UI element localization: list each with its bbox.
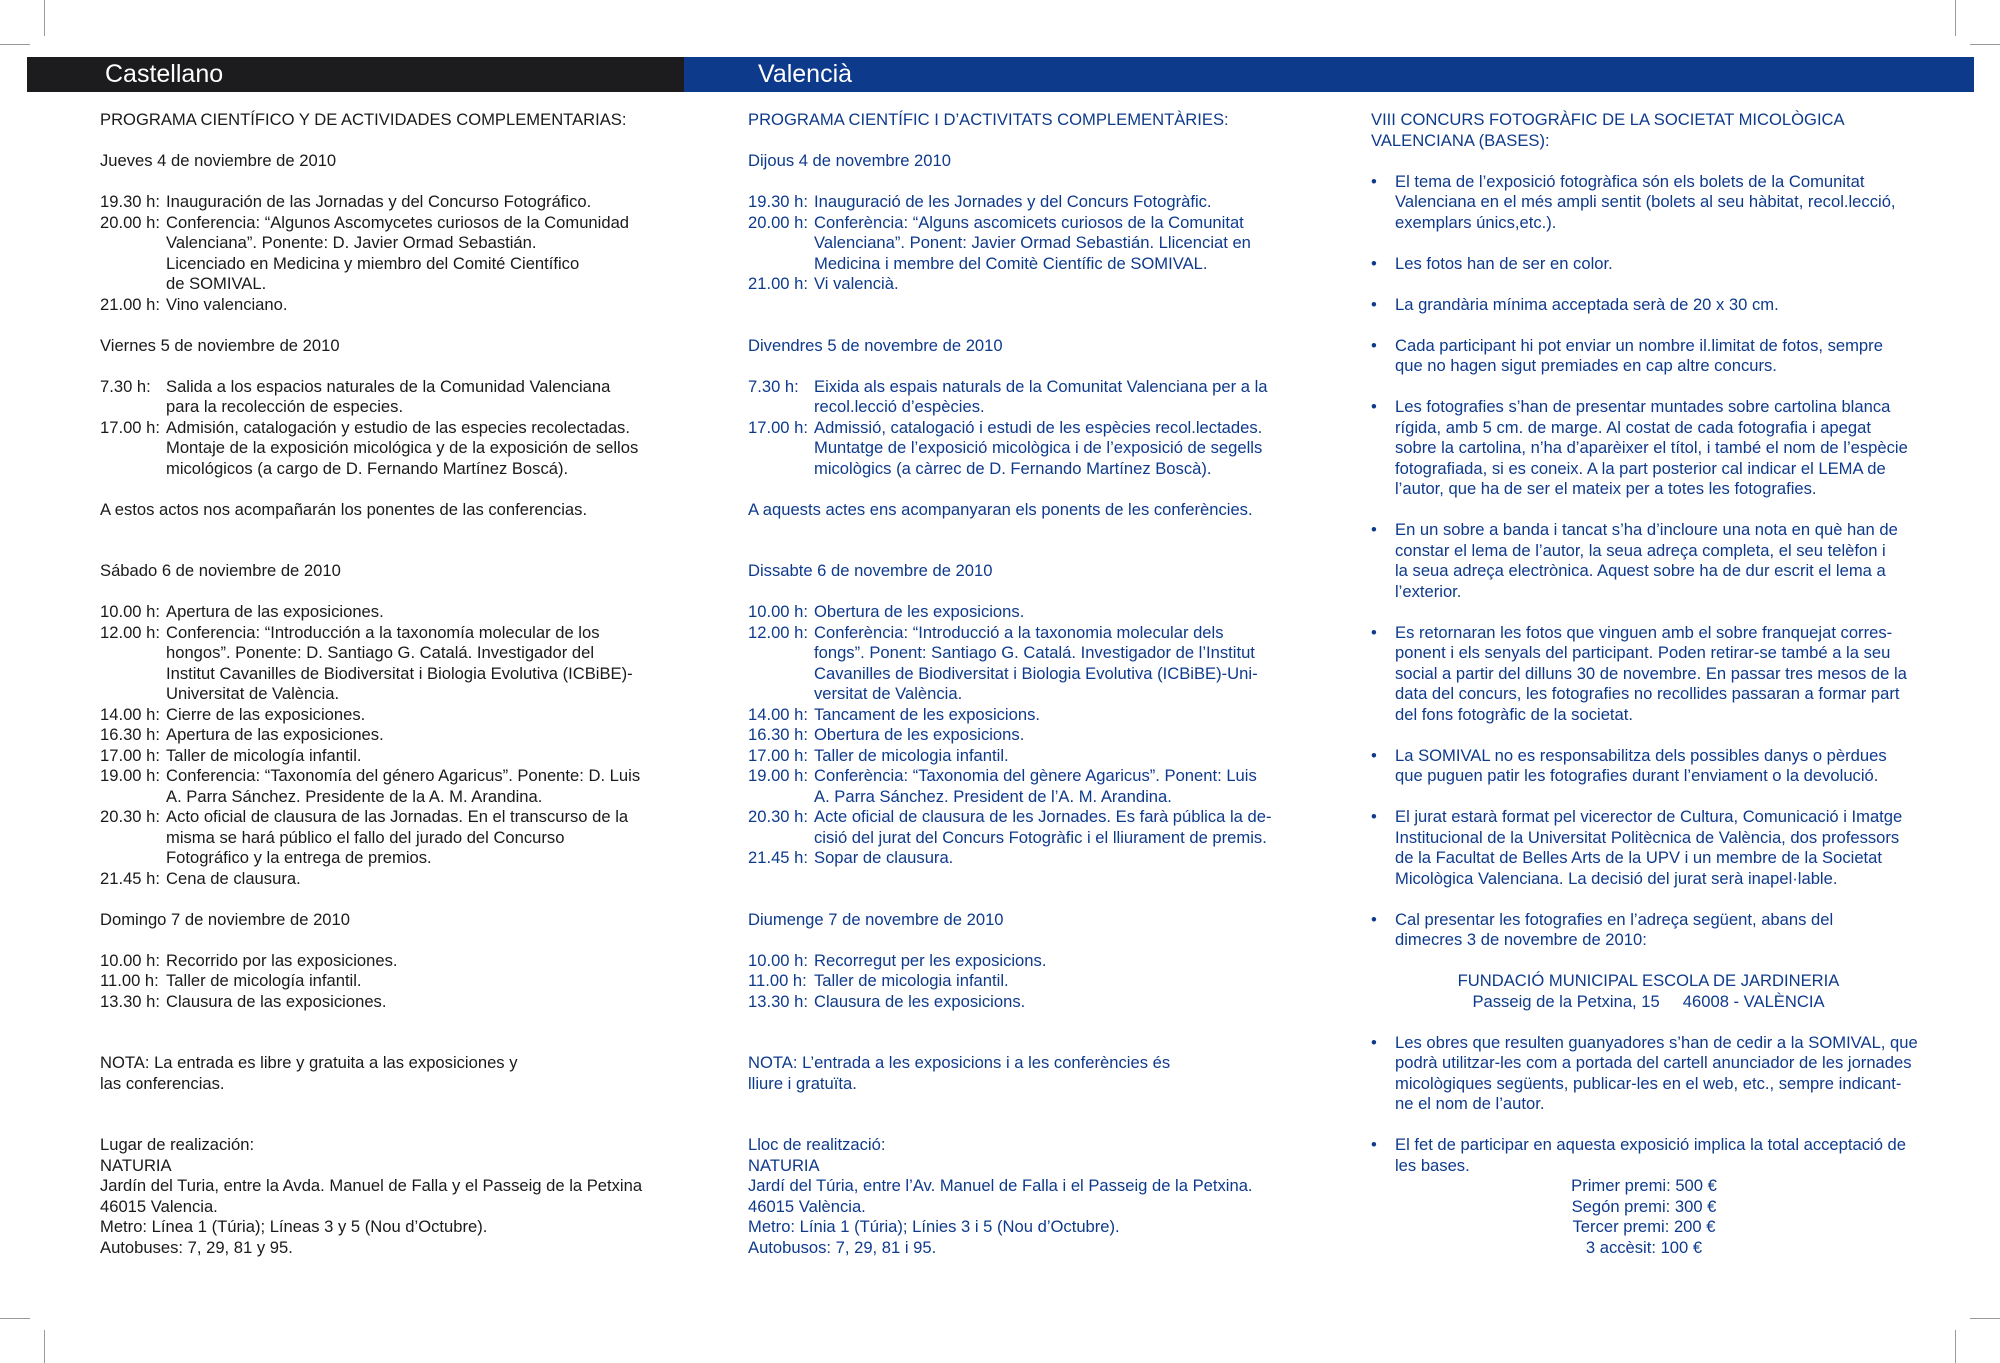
crop-mark [44,0,45,36]
schedule-list [748,951,1308,1013]
schedule-row [748,623,1308,705]
venue-line: Jardín del Turia, entre la Avda. Manuel de Falla y el Passeig de la Petxina [100,1176,643,1195]
contest-title: VIII CONCURS FOTOGRÀFIC DE LA SOCIETAT MICOLÒGICA [1371,110,1845,129]
schedule-description [814,992,1308,1013]
rule-text-line: La grandària mínima acceptada serà de 20 x 30 cm. [1395,294,1779,314]
rule-text-line: fotografiada, si es coneix. A la part posterior cal indicar el LEMA de [1395,458,1886,478]
rule-item [1371,807,1926,889]
schedule-row [748,705,1308,726]
entry-note: NOTA: La entrada es libre y gratuita a las exposiciones y [100,1053,518,1072]
schedule-row [748,274,1308,295]
schedule-description-line: Conferencia: “Algunos Ascomycetes curiosos de la Comunidad [166,212,630,232]
schedule-description [814,602,1308,623]
valencia-column [748,110,1308,1258]
schedule-description [166,295,660,316]
day-heading: Viernes 5 de noviembre de 2010 [100,335,340,355]
schedule-row [100,377,660,418]
schedule-row [100,951,660,972]
venue-line: NATURIA [748,1155,820,1175]
rule-text-line: Micològica Valenciana. La decisió del jurat serà inapel·lable. [1395,868,1838,888]
schedule-time: 17.00 h: [748,745,808,765]
schedule-description-line: Vi valencià. [814,274,899,293]
schedule-description-line: Inauguración de las Jornadas y del Concurso Fotográfico. [166,192,592,211]
schedule-description-line: Sopar de clausura. [814,848,954,867]
schedule-description-line: Fotográfico y la entrega de premios. [166,848,432,867]
schedule-description-line: Conferencia: “Introducción a la taxonomía molecular de los [166,622,600,642]
venue-line: 46015 Valencia. [100,1196,218,1216]
valencia-label: Valencià [758,60,853,88]
schedule-list [100,951,660,1013]
rule-item [1371,397,1926,500]
schedule-row [748,992,1308,1013]
rule-text-line: En un sobre a banda i tancat s’ha d’incloure una nota en què han de [1395,520,1898,539]
rule-text-line: Les fotografies s’han de presentar muntades sobre cartolina blanca [1395,397,1891,416]
venue-line: Autobuses: 7, 29, 81 y 95. [100,1237,293,1257]
bullet-icon: • [1371,253,1377,273]
schedule-description-line: Cena de clausura. [166,868,301,888]
rule-text-line: Es retornaran les fotos que vinguen amb el sobre franquejat corres- [1395,622,1893,642]
schedule-description [166,971,660,992]
schedule-description-line: Licenciado en Medicina y miembro del Comité Científico [166,253,580,273]
schedule-description-line: micològics (a càrrec de D. Fernando Martínez Boscà). [814,458,1212,478]
schedule-description [814,807,1308,848]
schedule-description [814,725,1308,746]
schedule-row [100,623,660,705]
schedule-description [166,746,660,767]
venue-line: 46015 València. [748,1196,866,1216]
crop-mark [0,1318,30,1319]
day-heading: Jueves 4 de noviembre de 2010 [100,151,337,170]
schedule-description-line: Muntatge de l’exposició micològica i de l’exposició de segells [814,438,1263,457]
schedule-row [100,725,660,746]
crop-mark [44,1330,45,1363]
schedule-description-line: Conferència: “Taxonomia del gènere Agaricus”. Ponent: Luis [814,766,1257,785]
schedule-time: 17.00 h: [100,745,160,765]
schedule-description-line: Montaje de la exposición micológica y de la exposición de sellos [166,438,639,457]
rule-text-line: l’autor, que ha de ser el mateix per a totes les fotografies. [1395,479,1817,498]
schedule-time: 14.00 h: [748,704,808,724]
schedule-row [100,971,660,992]
schedule-description-line: Obertura de les exposicions. [814,602,1025,621]
rule-text-line: La SOMIVAL no es responsabilitza dels possibles danys o pèrdues [1395,745,1887,765]
castellano-column [100,110,660,1258]
schedule-time: 7.30 h: [748,376,799,396]
rule-text-line: Les fotos han de ser en color. [1395,253,1613,273]
schedule-time: 21.45 h: [748,848,808,867]
schedule-description-line: Vino valenciano. [166,294,288,314]
rules-list [1371,1033,1926,1177]
schedule-description [166,766,660,807]
schedule-description-line: micológicos (a cargo de D. Fernando Martínez Boscá). [166,458,569,478]
rule-item [1371,520,1926,602]
bullet-icon: • [1371,1135,1377,1154]
schedule-time: 19.00 h: [748,766,808,785]
schedule-row [748,213,1308,275]
schedule-description-line: Tancament de les exposicions. [814,704,1040,724]
schedule-description-line: Taller de micología infantil. [166,971,362,990]
venue-title: Lloc de realització: [748,1135,886,1154]
schedule-time: 16.30 h: [748,725,808,744]
schedule-description-line: Conferència: “Alguns ascomicets curiosos de la Comunitat [814,212,1244,232]
crop-mark [1955,0,1956,36]
rule-text-line: exemplars únics,etc.). [1395,212,1557,232]
schedule-time: 11.00 h: [100,971,159,990]
schedule-row [100,992,660,1013]
entry-note: lliure i gratuïta. [748,1073,857,1093]
rule-text-line: Cal presentar les fotografies en l’adreça següent, abans del [1395,909,1834,929]
rule-text-line: El tema de l’exposició fotogràfica són els bolets de la Comunitat [1395,171,1865,191]
entry-note: las conferencias. [100,1073,225,1093]
contest-rules-column [1371,110,1926,1258]
schedule-row [748,192,1308,213]
venue-line: Metro: Línia 1 (Túria); Línies 3 i 5 (Nou d’Octubre). [748,1217,1120,1236]
schedule-description-line: fongs”. Ponent: Santiago G. Catalá. Investigador de l’Institut [814,643,1255,662]
bullet-icon: • [1371,335,1377,355]
schedule-description-line: versitat de València. [814,684,963,703]
bullet-icon: • [1371,909,1377,929]
schedule-time: 20.30 h: [100,807,160,826]
schedule-description-line: A. Parra Sánchez. President de l’A. M. Arandina. [814,786,1172,806]
rule-text-line: l’exterior. [1395,581,1462,601]
schedule-time: 11.00 h: [748,971,807,990]
rule-text-line: sobre la cartolina, n’ha d’aparèixer el títol, i també el nom de l’espècie [1395,438,1908,457]
schedule-description-line: hongos”. Ponente: D. Santiago G. Catalá. Investigador del [166,643,595,662]
schedule-description [166,213,660,295]
schedule-description-line: Inauguració de les Jornades y del Concurs Fotogràfic. [814,192,1212,211]
schedule-row [748,377,1308,418]
day-heading: Sábado 6 de noviembre de 2010 [100,561,341,580]
rule-text-line: podrà utilitzar-les com a portada del cartell anunciador de les jornades [1395,1053,1912,1072]
schedule-description-line: Clausura de les exposicions. [814,991,1026,1011]
bullet-icon: • [1371,520,1377,539]
schedule-description-line: Apertura de las exposiciones. [166,725,384,744]
schedule-description-line: Obertura de les exposicions. [814,725,1025,744]
schedule-description [166,725,660,746]
schedule-description [166,951,660,972]
day-heading: Diumenge 7 de novembre de 2010 [748,909,1004,929]
schedule-time: 10.00 h: [748,950,808,970]
rule-text-line: la seua adreça electrònica. Aquest sobre ha de dur escrit el lema a [1395,561,1886,580]
venue-line: Autobusos: 7, 29, 81 i 95. [748,1237,937,1257]
schedule-time: 16.30 h: [100,725,160,744]
contest-title: VALENCIANA (BASES): [1371,130,1550,150]
rule-text-line: de la Facultat de Belles Arts de la UPV i un membre de la Societat [1395,848,1883,867]
bullet-icon: • [1371,807,1377,826]
schedule-list [748,192,1308,295]
rule-text-line: social a partir del dilluns 30 de novembre. En passar tres mesos de la [1395,663,1907,683]
schedule-row [748,951,1308,972]
schedule-description [814,848,1308,869]
rule-text-line: constar el lema de l’autor, la seua adreça completa, el seu telèfon i [1395,540,1886,560]
rule-item [1371,172,1926,234]
schedule-description-line: recol.lecció d’espècies. [814,397,985,416]
schedule-description [814,951,1308,972]
rule-text-line: Valenciana en el més ampli sentit (bolets al seu hàbitat, recol.lecció, [1395,192,1896,211]
schedule-description [166,623,660,705]
schedule-time: 19.00 h: [100,766,160,785]
speakers-note: A estos actos nos acompañarán los ponentes de las conferencias. [100,499,588,519]
schedule-row [748,971,1308,992]
schedule-row [100,807,660,869]
schedule-description [814,418,1308,480]
schedule-description-line: para la recolección de especies. [166,397,404,416]
rule-text-line: El fet de participar en aquesta exposició implica la total acceptació de [1395,1135,1907,1154]
rule-item [1371,623,1926,726]
schedule-description-line: cisió del jurat del Concurs Fotogràfic i el lliurament de premis. [814,827,1267,847]
schedule-list [748,602,1308,869]
schedule-list [748,377,1308,480]
bullet-icon: • [1371,745,1377,765]
schedule-row [100,869,660,890]
schedule-description-line: Conferència: “Introducció a la taxonomia molecular dels [814,622,1224,642]
schedule-description-line: Recorregut per les exposicions. [814,950,1047,970]
rule-item [1371,1033,1926,1115]
schedule-description [166,192,660,213]
rule-text-line: micològiques següents, publicar-les en el web, etc., sempre indicant- [1395,1073,1902,1093]
schedule-time: 20.30 h: [748,807,808,826]
schedule-row [100,746,660,767]
schedule-description [166,602,660,623]
schedule-description-line: Valenciana”. Ponent: Javier Ormad Sebastián. Llicenciat en [814,233,1251,252]
venue-line: Jardí del Túria, entre l’Av. Manuel de Falla i el Passeig de la Petxina. [748,1176,1253,1195]
rule-text-line: Les obres que resulten guanyadores s’han de cedir a la SOMIVAL, que [1395,1032,1918,1052]
castellano-header-bar [27,57,684,92]
schedule-description-line: Admissió, catalogació i estudi de les espècies recol.lectades. [814,417,1263,437]
bullet-icon: • [1371,171,1377,191]
schedule-row [748,766,1308,807]
schedule-row [748,807,1308,848]
schedule-description [814,623,1308,705]
rule-item [1371,254,1926,275]
program-title: PROGRAMA CIENTÍFICO Y DE ACTIVIDADES COMPLEMENTARIAS: [100,110,627,129]
rule-text-line: les bases. [1395,1155,1470,1175]
day-heading: Domingo 7 de noviembre de 2010 [100,909,350,929]
day-heading: Divendres 5 de novembre de 2010 [748,335,1003,355]
crop-mark [1970,1318,2000,1319]
prize-list [1371,1176,1917,1258]
bullet-icon: • [1371,294,1377,314]
rule-text-line: ponent i els senyals del participant. Poden retirar-se també a la seu [1395,643,1891,662]
schedule-description-line: Conferencia: “Taxonomía del género Agaricus”. Ponente: D. Luis [166,766,641,785]
schedule-row [748,418,1308,480]
schedule-description [814,705,1308,726]
schedule-description-line: Cierre de las exposiciones. [166,704,366,724]
venue-line: NATURIA [100,1155,172,1175]
rule-text-line: dimecres 3 de novembre de 2010: [1395,930,1647,949]
schedule-description-line: Salida a los espacios naturales de la Comunidad Valenciana [166,376,611,396]
rule-text-line: Cada participant hi pot enviar un nombre il.limitat de fotos, sempre [1395,335,1883,355]
rule-text-line: del fons fotogràfic de la societat. [1395,704,1633,724]
crop-mark [1970,44,2000,45]
schedule-row [748,602,1308,623]
schedule-description-line: Acto oficial de clausura de las Jornadas. En el transcurso de la [166,807,629,826]
schedule-description [166,869,660,890]
crop-mark [1955,1330,1956,1363]
rule-text-line: que puguen patir les fotografies durant l’enviament o la devolució. [1395,766,1879,785]
schedule-time: 20.00 h: [100,212,160,232]
schedule-time: 20.00 h: [748,212,808,232]
schedule-description [814,213,1308,275]
schedule-time: 13.30 h: [748,991,808,1011]
prize-item: Primer premi: 500 € [1571,1176,1717,1195]
schedule-description-line: Medicina i membre del Comitè Científic de SOMIVAL. [814,253,1208,273]
schedule-description-line: de SOMIVAL. [166,274,267,293]
schedule-time: 21.45 h: [100,868,160,888]
schedule-row [100,213,660,295]
rule-item [1371,336,1926,377]
schedule-row [748,725,1308,746]
bullet-icon: • [1371,1032,1377,1052]
schedule-time: 10.00 h: [748,602,808,621]
schedule-description [814,766,1308,807]
castellano-label: Castellano [105,60,224,88]
bullet-icon: • [1371,622,1377,642]
schedule-description-line: Universitat de València. [166,684,340,703]
rule-text-line: que no hagen sigut premiades en cap altre concurs. [1395,356,1777,375]
schedule-time: 10.00 h: [100,950,160,970]
schedule-time: 12.00 h: [100,622,160,642]
schedule-time: 17.00 h: [748,417,808,437]
venue-line: Metro: Línea 1 (Túria); Líneas 3 y 5 (Nou d’Octubre). [100,1217,488,1236]
rule-text-line: rígida, amb 5 cm. de marge. Al costat de cada fotografia i apegat [1395,417,1871,437]
schedule-row [100,295,660,316]
schedule-row [748,746,1308,767]
schedule-time: 17.00 h: [100,417,160,437]
rule-text-line: El jurat estarà format pel vicerector de Cultura, Comunicació i Imatge [1395,807,1903,826]
schedule-time: 21.00 h: [748,274,808,293]
prize-item: 3 accèsit: 100 € [1585,1237,1703,1257]
schedule-list [100,602,660,889]
schedule-row [748,848,1308,869]
rule-item [1371,910,1926,951]
rule-text-line: Institucional de la Universitat Politècnica de València, dos professors [1395,827,1900,847]
schedule-time: 12.00 h: [748,622,808,642]
schedule-description [814,192,1308,213]
schedule-time: 7.30 h: [100,376,151,396]
rule-item [1371,746,1926,787]
schedule-description-line: Cavanilles de Biodiversitat i Biologia Evolutiva (ICBiBE)-Uni- [814,663,1258,683]
schedule-description [814,274,1308,295]
schedule-time: 10.00 h: [100,602,160,621]
schedule-description-line: Recorrido por las exposiciones. [166,950,398,970]
schedule-description [166,992,660,1013]
schedule-description [814,971,1308,992]
schedule-row [100,192,660,213]
schedule-row [100,766,660,807]
schedule-row [100,602,660,623]
schedule-description-line: Taller de micologia infantil. [814,971,1009,990]
schedule-row [100,705,660,726]
bullet-icon: • [1371,397,1377,416]
valencia-header-bar [684,57,1974,92]
program-title: PROGRAMA CIENTÍFIC I D’ACTIVITATS COMPLEMENTÀRIES: [748,110,1229,129]
submission-address: Passeig de la Petxina, 15 46008 - VALÈNCIA [1472,991,1825,1011]
schedule-description-line: Admisión, catalogación y estudio de las especies recolectadas. [166,417,630,437]
crop-mark [0,44,30,45]
rule-item [1371,295,1926,316]
prize-item: Segón premi: 300 € [1571,1196,1717,1216]
schedule-description-line: Apertura de las exposiciones. [166,602,384,621]
speakers-note: A aquests actes ens acompanyaran els ponents de les conferències. [748,499,1253,519]
schedule-description-line: misma se hará público el fallo del jurado del Concurso [166,827,565,847]
schedule-description [166,377,660,418]
schedule-description [166,705,660,726]
schedule-time: 19.30 h: [100,192,160,211]
schedule-description-line: Clausura de las exposiciones. [166,991,387,1011]
schedule-row [100,418,660,480]
submission-address: FUNDACIÓ MUNICIPAL ESCOLA DE JARDINERIA [1457,971,1840,990]
schedule-description [166,807,660,869]
rules-list [1371,172,1926,951]
rule-text-line: data del concurs, les fotografies no recollides passaran a formar part [1395,684,1900,703]
schedule-description-line: Institut Cavanilles de Biodiversitat i Biologia Evolutiva (ICBiBE)- [166,663,633,683]
schedule-description [166,418,660,480]
schedule-time: 21.00 h: [100,294,160,314]
schedule-list [100,377,660,480]
schedule-time: 19.30 h: [748,192,808,211]
schedule-description [814,377,1308,418]
schedule-description-line: Eixida als espais naturals de la Comunitat Valenciana per a la [814,376,1268,396]
rule-item [1371,1135,1926,1176]
schedule-description-line: Acte oficial de clausura de les Jornades. Es farà pública la de- [814,807,1272,826]
schedule-time: 13.30 h: [100,991,160,1011]
prize-item: Tercer premi: 200 € [1572,1217,1716,1236]
day-heading: Dijous 4 de novembre 2010 [748,151,951,170]
schedule-description-line: Taller de micologia infantil. [814,745,1009,765]
schedule-description-line: Taller de micología infantil. [166,745,362,765]
rule-text-line: ne el nom de l’autor. [1395,1094,1545,1113]
day-heading: Dissabte 6 de novembre de 2010 [748,561,993,580]
venue-title: Lugar de realización: [100,1135,255,1154]
schedule-description [814,746,1308,767]
schedule-description-line: Valenciana”. Ponente: D. Javier Ormad Sebastián. [166,233,537,252]
schedule-time: 14.00 h: [100,704,160,724]
entry-note: NOTA: L’entrada a les exposicions i a les conferències és [748,1053,1171,1072]
schedule-list [100,192,660,315]
schedule-description-line: A. Parra Sánchez. Presidente de la A. M. Arandina. [166,786,543,806]
